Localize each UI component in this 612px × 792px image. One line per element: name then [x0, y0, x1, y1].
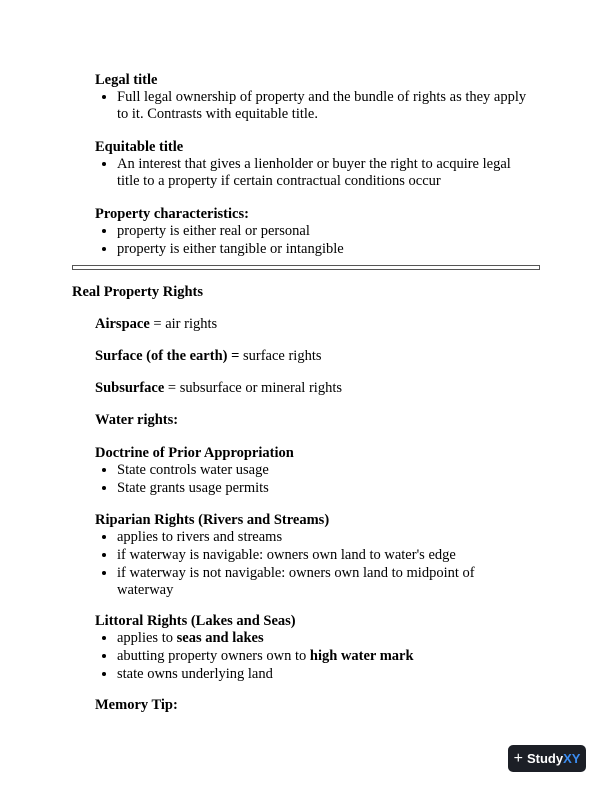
airspace-definition: = air rights	[149, 316, 218, 332]
equitable-title-block	[95, 138, 532, 191]
list-item: • property is either tangible or intangible	[117, 241, 532, 258]
equitable-title-heading: Equitable title	[95, 139, 184, 155]
plus-icon: +	[513, 749, 523, 767]
list-item: • state owns underlying land	[117, 666, 532, 683]
list-item	[117, 630, 532, 647]
list-item: • State controls water usage	[117, 462, 532, 479]
prior-appropriation-list	[95, 462, 532, 497]
subsurface-term: Subsurface	[95, 380, 165, 396]
legal-title-block	[95, 71, 532, 124]
prior-appropriation-heading: Doctrine of Prior Appropriation	[95, 445, 294, 461]
water-rights-heading: Water rights:	[95, 412, 179, 428]
littoral-item-text: applies to	[117, 630, 177, 646]
badge-text: StudyXY	[526, 751, 581, 766]
list-item: • Full legal ownership of property and the bundle of rights as they apply to it. Contrasts with equitable title.	[117, 89, 532, 123]
surface-line	[95, 347, 322, 365]
riparian-rights-list	[95, 529, 532, 599]
list-item: • property is either real or personal	[117, 223, 532, 240]
section-divider	[72, 265, 540, 270]
property-characteristics-list	[95, 223, 532, 258]
airspace-term: Airspace	[95, 316, 150, 332]
legal-title-list	[95, 89, 532, 123]
subsurface-definition: = subsurface or mineral rights	[164, 380, 342, 396]
riparian-rights-block	[95, 511, 532, 600]
surface-term: Surface (of the earth) =	[95, 348, 240, 364]
equitable-title-list	[95, 156, 532, 190]
list-item: • applies to rivers and streams	[117, 529, 532, 546]
property-characteristics-heading: Property characteristics:	[95, 206, 249, 222]
list-item: • State grants usage permits	[117, 480, 532, 497]
subsurface-line	[95, 379, 342, 397]
property-characteristics-block	[95, 205, 532, 259]
littoral-item-emphasis: high water mark	[309, 648, 414, 664]
list-item	[117, 648, 532, 665]
airspace-line	[95, 315, 217, 333]
list-item: • An interest that gives a lienholder or buyer the right to acquire legal title to a property if certain contractual conditions occur	[117, 156, 532, 190]
prior-appropriation-block	[95, 444, 532, 498]
surface-definition: surface rights	[239, 348, 322, 364]
riparian-rights-heading: Riparian Rights (Rivers and Streams)	[95, 512, 330, 528]
littoral-rights-heading: Littoral Rights (Lakes and Seas)	[95, 613, 296, 629]
littoral-item-emphasis: seas and lakes	[176, 630, 264, 646]
section-title: Real Property Rights	[72, 284, 204, 300]
studyxy-badge[interactable]	[508, 745, 586, 772]
littoral-item-text: abutting property owners own to	[117, 648, 310, 664]
list-item: • if waterway is navigable: owners own land to water's edge	[117, 547, 532, 564]
littoral-rights-list	[95, 630, 532, 683]
legal-title-heading: Legal title	[95, 72, 158, 88]
littoral-rights-block	[95, 612, 532, 684]
memory-tip-heading: Memory Tip:	[95, 697, 178, 713]
list-item: • if waterway is not navigable: owners own land to midpoint of waterway	[117, 565, 532, 599]
